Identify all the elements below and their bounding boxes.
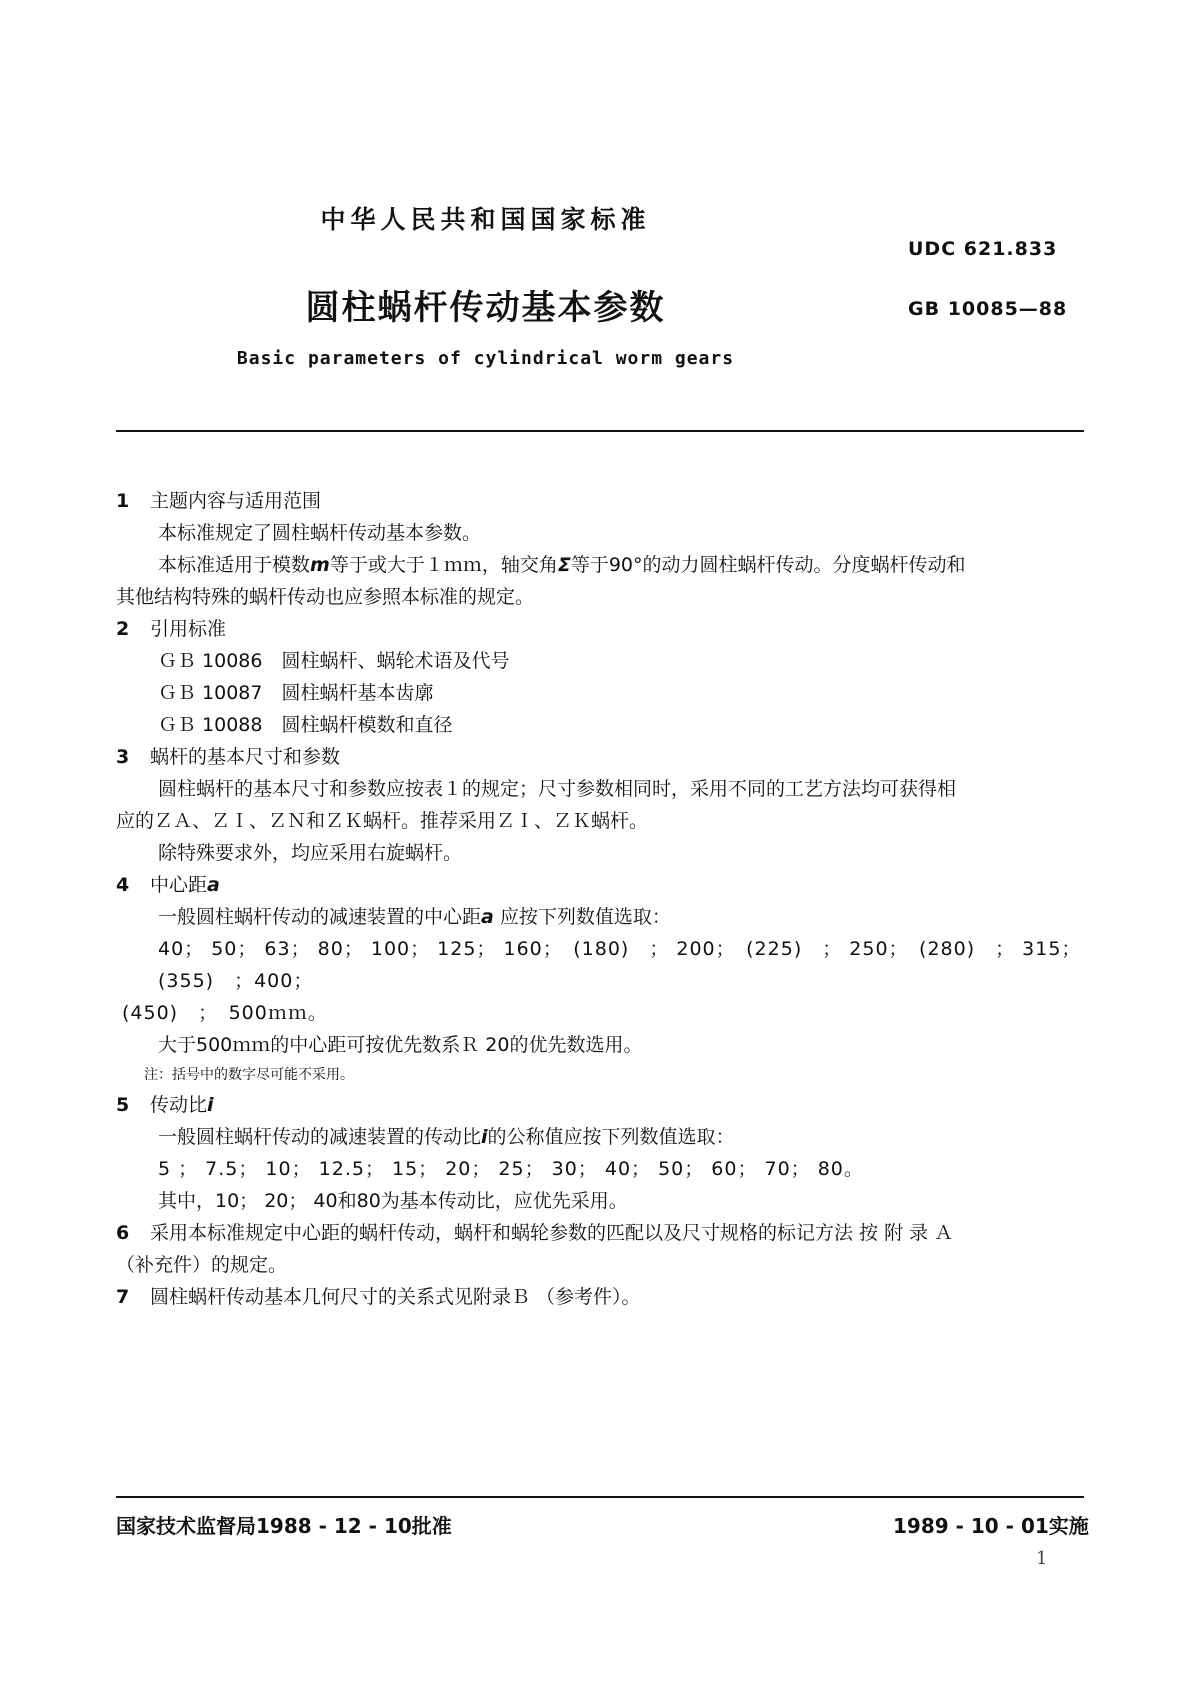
symbol-m: m xyxy=(310,554,330,576)
text-run: 等于90°的动力圆柱蜗杆传动。分度蜗杆传动和 xyxy=(570,554,966,576)
approval-date: 国家技术监督局1988 - 12 - 10批准 xyxy=(116,1514,452,1538)
section-title: 中心距 xyxy=(150,874,208,896)
section-number: 6 xyxy=(116,1222,130,1244)
reference-item: ＧＢ 10088 圆柱蜗杆模数和直径 xyxy=(158,714,453,736)
section-5-heading xyxy=(116,1089,1076,1121)
section-title: 蜗杆的基本尺寸和参数 xyxy=(150,746,341,768)
symbol-i: i xyxy=(207,1094,214,1116)
paragraph: 除特殊要求外，均应采用右旋蜗杆。 xyxy=(158,842,463,864)
center-distance-values: (450) ； 500ｍｍ。 xyxy=(122,1002,328,1024)
section-number: 5 xyxy=(116,1094,130,1116)
reference-item: ＧＢ 10086 圆柱蜗杆、蜗轮术语及代号 xyxy=(158,650,510,672)
section-1-heading xyxy=(116,485,1076,517)
standard-number: GB 10085—88 xyxy=(908,298,1068,320)
section-text: 采用本标准规定中心距的蜗杆传动，蜗杆和蜗轮参数的匹配以及尺寸规格的标记方法 按 附 录 Ａ xyxy=(150,1222,954,1244)
udc-code: UDC 621.833 xyxy=(908,238,1058,260)
text-run: 应按下列数值选取： xyxy=(499,906,671,928)
document-title: 圆柱蜗杆传动基本参数 xyxy=(305,288,666,328)
paragraph xyxy=(116,549,1076,581)
header-divider xyxy=(116,430,1084,432)
section-title: 传动比 xyxy=(150,1094,208,1116)
symbol-sigma: Σ xyxy=(557,554,571,576)
paragraph: 其中，10； 20； 40和80为基本传动比，应优先采用。 xyxy=(158,1190,628,1212)
section-6-heading xyxy=(116,1217,1076,1249)
english-title: Basic parameters of cylindrical worm gears xyxy=(236,348,735,369)
text-run: 一般圆柱蜗杆传动的减速装置的中心距 xyxy=(158,906,482,928)
text-run: 等于或大于１ｍｍ，轴交角 xyxy=(329,554,558,576)
document-body xyxy=(116,485,1092,1313)
paragraph xyxy=(116,1121,1076,1153)
symbol-i: i xyxy=(481,1126,488,1148)
center-distance-values: 40； 50； 63； 80； 100； 125； 160； (180) ； 200； (225) ； 250； (280) ； 315； (355) ；400； xyxy=(158,938,1092,992)
national-standard-header: 中华人民共和国国家标准 xyxy=(320,205,651,234)
section-number: 7 xyxy=(116,1286,130,1308)
paragraph: 本标准规定了圆柱蜗杆传动基本参数。 xyxy=(158,522,482,544)
section-7-heading xyxy=(116,1281,1076,1313)
ratio-values: 5 ； 7.5； 10； 12.5； 15； 20； 25； 30； 40； 50； 60； 70； 80。 xyxy=(158,1158,864,1180)
section-number: 1 xyxy=(116,490,130,512)
text-run: 的公称值应按下列数值选取： xyxy=(487,1126,735,1148)
symbol-a: a xyxy=(207,874,220,896)
paragraph-continuation: （补充件）的规定。 xyxy=(116,1254,288,1276)
text-run: 一般圆柱蜗杆传动的减速装置的传动比 xyxy=(158,1126,482,1148)
section-2-heading xyxy=(116,613,1076,645)
symbol-a: a xyxy=(481,906,494,928)
paragraph-continuation: 应的ＺＡ、ＺＩ、ＺＮ和ＺＫ蜗杆。推荐采用ＺＩ、ＺＫ蜗杆。 xyxy=(116,810,649,832)
section-4-heading xyxy=(116,869,1076,901)
paragraph-continuation: 其他结构特殊的蜗杆传动也应参照本标准的规定。 xyxy=(116,586,535,608)
text-run: 本标准适用于模数 xyxy=(158,554,311,576)
section-number: 2 xyxy=(116,618,130,640)
implementation-date: 1989 - 10 - 01实施 xyxy=(893,1514,1089,1538)
note: 注：括号中的数字尽可能不采用。 xyxy=(144,1067,354,1083)
footer-divider xyxy=(116,1496,1084,1498)
paragraph xyxy=(116,901,1076,933)
paragraph: 大于500ｍｍ的中心距可按优先数系Ｒ 20的优先数选用。 xyxy=(158,1034,643,1056)
paragraph: 圆柱蜗杆的基本尺寸和参数应按表１的规定；尺寸参数相同时，采用不同的工艺方法均可获得相 xyxy=(158,778,957,800)
page-number: 1 xyxy=(1036,1548,1048,1569)
section-number: 4 xyxy=(116,874,130,896)
section-text: 圆柱蜗杆传动基本几何尺寸的关系式见附录Ｂ （参考件）。 xyxy=(150,1286,641,1308)
section-number: 3 xyxy=(116,746,130,768)
section-title: 主题内容与适用范围 xyxy=(150,490,322,512)
reference-item: ＧＢ 10087 圆柱蜗杆基本齿廓 xyxy=(158,682,434,704)
section-3-heading xyxy=(116,741,1076,773)
section-title: 引用标准 xyxy=(150,618,227,640)
